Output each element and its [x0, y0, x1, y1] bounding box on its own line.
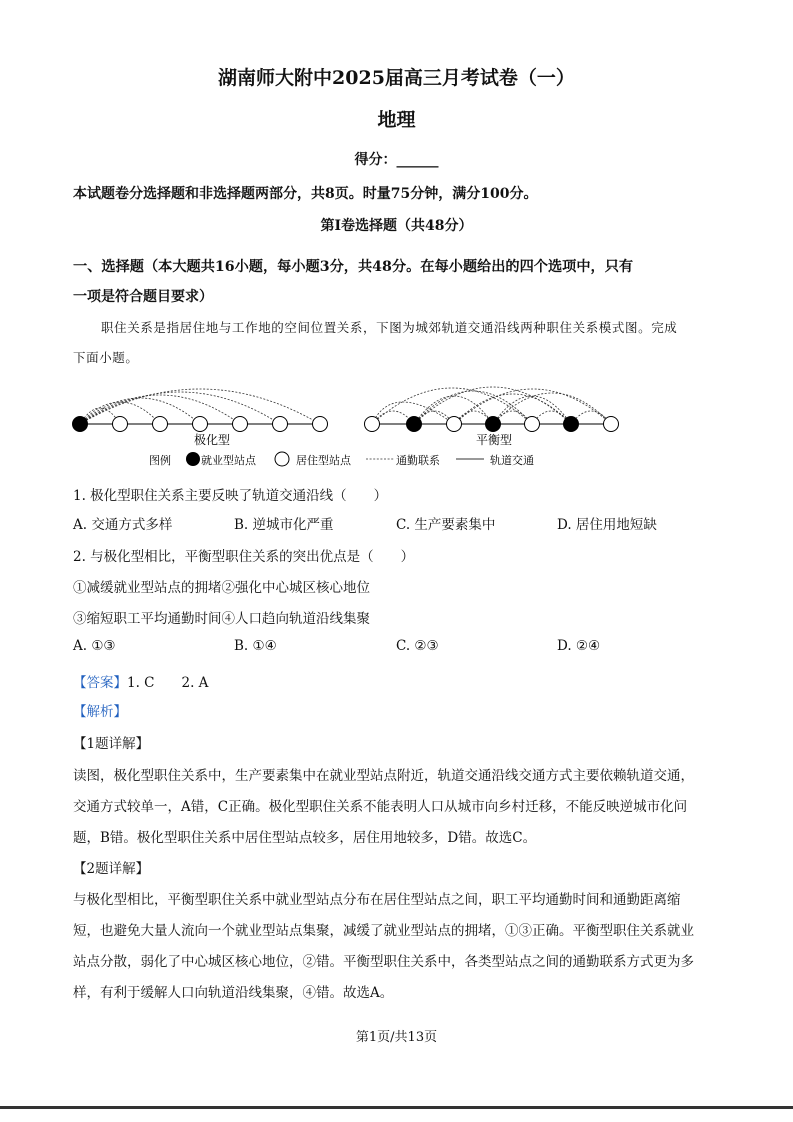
polarized-employment-station [73, 417, 88, 432]
legend-title: 图例 [149, 454, 171, 467]
balanced-employment-station [407, 417, 422, 432]
balanced-residence-station [365, 417, 380, 432]
balanced-employment-station [564, 417, 579, 432]
answer-text: 1. C 2. A [127, 675, 209, 691]
polarized-residence-station [313, 417, 328, 432]
q1-detail-line: 读图，极化型职住关系中，生产要素集中在就业型站点附近，轨道交通沿线交通方式主要依赖轨道交通， [73, 768, 694, 784]
balanced-residence-station [525, 417, 540, 432]
polarized-residence-station [193, 417, 208, 432]
polarized-label: 极化型 [193, 433, 231, 447]
q2-detail-line: 短，也避免大量人流向一个就业型站点集聚，减缓了就业型站点的拥堵，①③正确。平衡型职住关系就业 [73, 923, 694, 939]
question-2-stem: 2. 与极化型相比，平衡型职住关系的突出优点是（ ） [73, 549, 415, 565]
question-2-option-b: B. ①④ [234, 638, 277, 654]
polarized-residence-station [233, 417, 248, 432]
q2-detail-line: 站点分散，弱化了中心城区核心地位，②错。平衡型职住关系中，各类型站点之间的通勤联系方式更为多 [73, 954, 694, 970]
part-heading-line1: 一、选择题（本大题共16小题，每小题3分，共48分。在每小题给出的四个选项中，只有 [73, 259, 634, 275]
q1-detail-line: 交通方式较单一，A错，C正确。极化型职住关系不能表明人口从城市向乡村迁移，不能反映逆城市化问 [73, 799, 688, 815]
answer-label: 【答案】 [73, 675, 127, 691]
balanced-residence-station [604, 417, 619, 432]
analysis-label: 【解析】 [73, 704, 127, 720]
question-1-option-c: C. 生产要素集中 [396, 517, 496, 533]
page-footer: 第1页/共13页 [355, 1030, 438, 1045]
legend-employment-label: 就业型站点 [201, 454, 256, 467]
question-2-statements-1: ①减缓就业型站点的拥堵②强化中心城区核心地位 [73, 580, 370, 596]
legend-rail-label: 轨道交通 [490, 454, 534, 467]
q1-detail-label: 【1题详解】 [73, 736, 150, 752]
q2-detail-line: 样，有利于缓解人口向轨道沿线集聚，④错。故选A。 [73, 985, 394, 1001]
question-2-option-c: C. ②③ [396, 638, 439, 654]
polarized-residence-station [153, 417, 168, 432]
legend-residence-icon [275, 452, 289, 466]
legend-employment-icon [186, 452, 200, 466]
answer-block [73, 671, 208, 691]
question-2-option-d: D. ②④ [557, 638, 601, 654]
question-2-statements-2: ③缩短职工平均通勤时间④人口趋向轨道沿线集聚 [73, 611, 370, 627]
polarized-residence-station [273, 417, 288, 432]
q1-detail-line: 题，B错。极化型职住关系中居住型站点较多，居住用地较多，D错。故选C。 [73, 830, 537, 846]
balanced-residence-station [447, 417, 462, 432]
score-field: 得分：______ [354, 152, 439, 168]
commute-pattern-figure [60, 368, 660, 473]
q2-detail-line: 与极化型相比，平衡型职住关系中就业型站点分布在居住型站点之间，职工平均通勤时间和通勤距离缩 [73, 892, 681, 908]
polarized-residence-station [113, 417, 128, 432]
question-1-option-a: A. 交通方式多样 [73, 517, 173, 533]
part-heading-line2: 一项是符合题目要求） [73, 289, 213, 305]
balanced-employment-station [486, 417, 501, 432]
section-title: 第Ⅰ卷选择题（共48分） [320, 218, 473, 234]
subject-title: 地理 [377, 109, 416, 131]
exam-intro: 本试题卷分选择题和非选择题两部分，共8页。时量75分钟，满分100分。 [73, 186, 538, 202]
q2-detail-label: 【2题详解】 [73, 861, 150, 877]
legend-commute-label: 通勤联系 [396, 454, 440, 467]
question-1-option-b: B. 逆城市化严重 [234, 517, 334, 533]
legend-residence-label: 居住型站点 [296, 454, 351, 467]
question-2-option-a: A. ①③ [73, 638, 116, 654]
bottom-divider [0, 1106, 793, 1109]
question-1-stem: 1. 极化型职住关系主要反映了轨道交通沿线（ ） [73, 488, 388, 504]
material-line1: 职住关系是指居住地与工作地的空间位置关系，下图为城郊轨道交通沿线两种职住关系模式图。完成 [101, 320, 678, 335]
exam-title: 湖南师大附中2025届高三月考试卷（一） [218, 67, 575, 89]
material-line2: 下面小题。 [73, 350, 139, 365]
balanced-label: 平衡型 [475, 433, 513, 447]
question-1-option-d: D. 居住用地短缺 [557, 517, 657, 533]
